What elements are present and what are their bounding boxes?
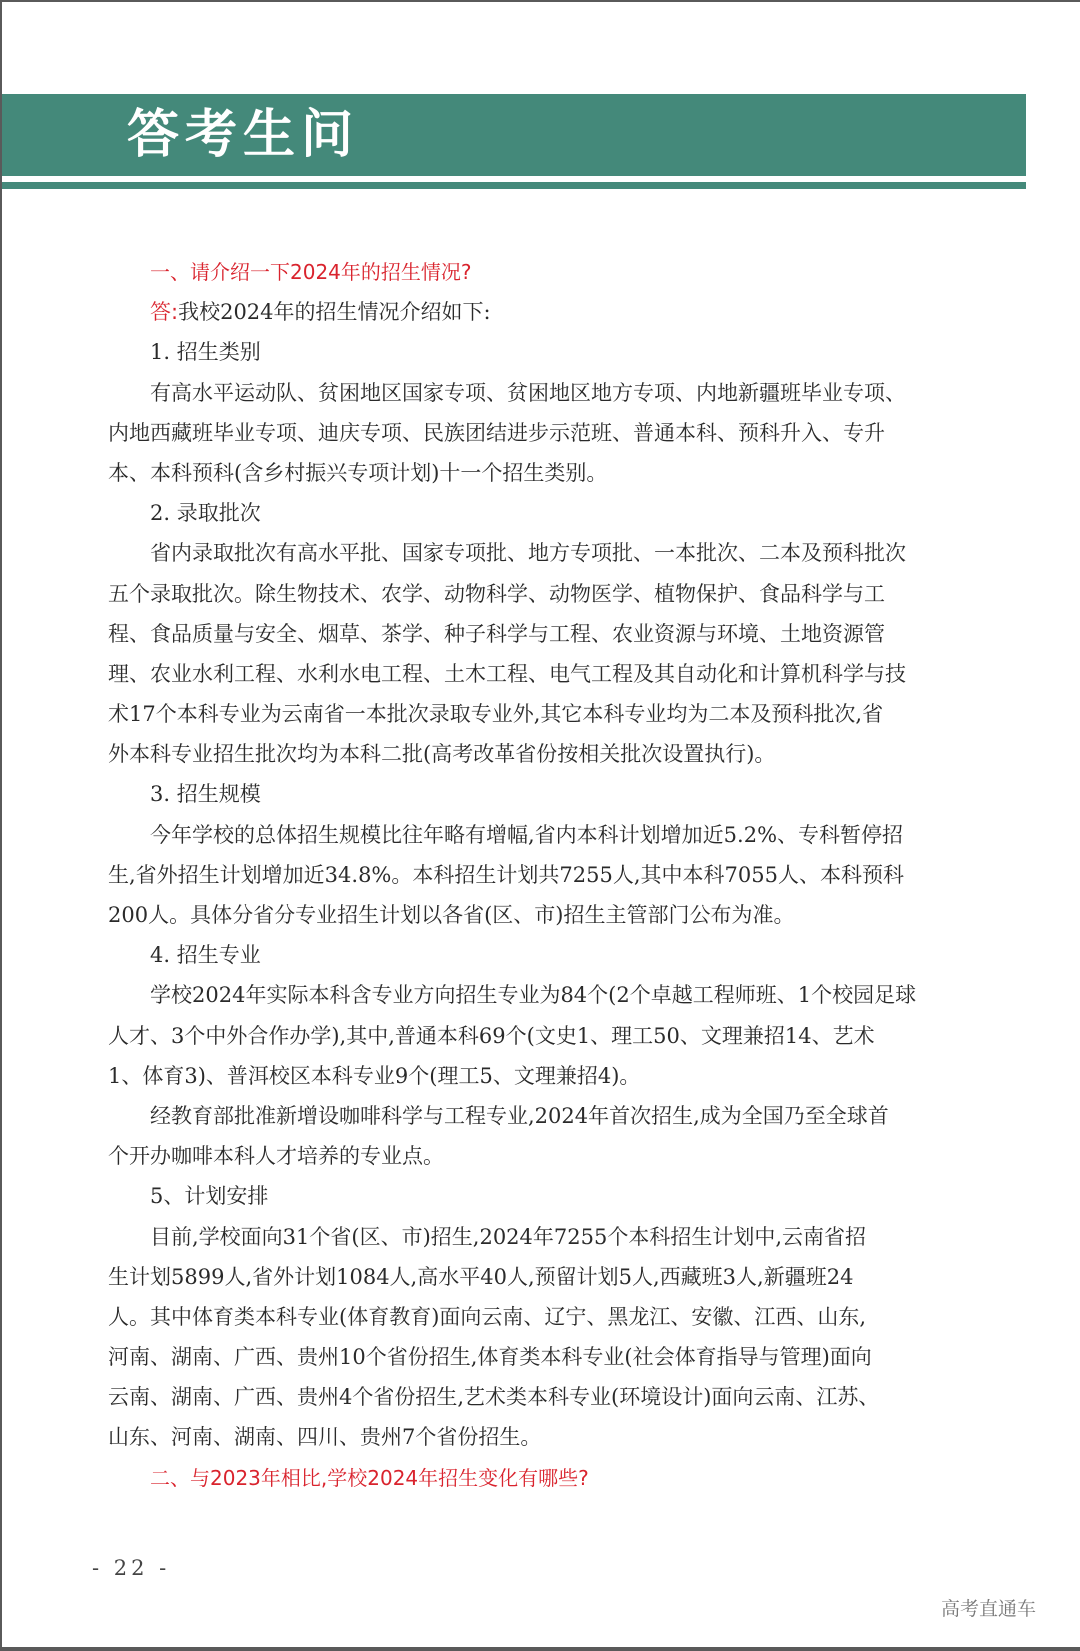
paragraph <box>108 533 980 774</box>
paragraph-line: 人才、3个中外合作办学),其中,普通本科69个(文史1、理工50、文理兼招14、艺术 <box>108 1023 875 1048</box>
page-border-left <box>0 0 2 1651</box>
question-1: 一、请介绍一下2024年的招生情况? <box>150 260 472 284</box>
header-banner <box>2 94 1026 176</box>
paragraph-line: 个开办咖啡本科人才培养的专业点。 <box>108 1144 444 1169</box>
page-border-top <box>0 0 1080 2</box>
paragraph <box>108 975 980 1096</box>
question-2: 二、与2023年相比,学校2024年招生变化有哪些? <box>150 1465 589 1490</box>
paragraph-line: 省内录取批次有高水平批、国家专项批、地方专项批、一本批次、二本及预科批次 <box>150 541 906 566</box>
header-stripe <box>2 182 1026 189</box>
paragraph-line: 本、本科预科(含乡村振兴专项计划)十一个招生类别。 <box>108 460 608 485</box>
paragraph-line: 经教育部批准新增设咖啡科学与工程专业,2024年首次招生,成为全国乃至全球首 <box>150 1103 889 1128</box>
paragraph-line: 理、农业水利工程、水利水电工程、土木工程、电气工程及其自动化和计算机科学与技 <box>108 661 906 686</box>
paragraph-line: 1、体育3)、普洱校区本科专业9个(理工5、文理兼招4)。 <box>108 1063 641 1088</box>
paragraph-line: 外本科专业招生批次均为本科二批(高考改革省份按相关批次设置执行)。 <box>108 742 776 767</box>
paragraph-line: 200人。具体分省分专业招生计划以各省(区、市)招生主管部门公布为准。 <box>108 903 795 927</box>
paragraph-line: 今年学校的总体招生规模比往年略有增幅,省内本科计划增加近5.2%、专科暂停招 <box>150 822 904 847</box>
paragraph-line: 术17个本科专业为云南省一本批次录取专业外,其它本科专业均为二本及预科批次,省 <box>108 702 884 727</box>
paragraph-line: 程、食品质量与安全、烟草、茶学、种子科学与工程、农业资源与环境、土地资源管 <box>108 621 885 646</box>
article-body <box>108 252 980 1498</box>
item-heading: 1. 招生类别 <box>150 340 261 365</box>
paragraph <box>108 1217 980 1458</box>
paragraph-line: 学校2024年实际本科含专业方向招生专业为84个(2个卓越工程师班、1个校园足球 <box>150 983 917 1008</box>
paragraph-line: 河南、湖南、广西、贵州10个省份招生,体育类本科专业(社会体育指导与管理)面向 <box>108 1345 872 1370</box>
item-heading: 4. 招生专业 <box>150 943 261 968</box>
item-heading: 5、计划安排 <box>150 1184 269 1209</box>
paragraph <box>108 815 980 936</box>
paragraph-line: 有高水平运动队、贫困地区国家专项、贫困地区地方专项、内地新疆班毕业专项、 <box>150 380 906 405</box>
paragraph-line: 内地西藏班毕业专项、迪庆专项、民族团结进步示范班、普通本科、预科升入、专升 <box>108 420 885 445</box>
paragraph-line: 目前,学校面向31个省(区、市)招生,2024年7255个本科招生计划中,云南省招 <box>150 1224 867 1249</box>
paragraph <box>108 1096 980 1176</box>
answer-label: 答: <box>150 300 179 325</box>
paragraph-line: 云南、湖南、广西、贵州4个省份招生,艺术类本科专业(环境设计)面向云南、江苏、 <box>108 1385 880 1410</box>
paragraph-line: 人。其中体育类本科专业(体育教育)面向云南、辽宁、黑龙江、安徽、江西、山东, <box>108 1304 867 1329</box>
paragraph-line: 山东、河南、湖南、四川、贵州7个省份招生。 <box>108 1425 542 1450</box>
item-heading: 2. 录取批次 <box>150 501 261 526</box>
item-heading: 3. 招生规模 <box>150 782 261 807</box>
answer-intro <box>108 292 980 332</box>
paragraph-line: 生计划5899人,省外计划1084人,高水平40人,预留计划5人,西藏班3人,新疆班24 <box>108 1264 854 1289</box>
paragraph-line: 生,省外招生计划增加近34.8%。本科招生计划共7255人,其中本科7055人、本科预科 <box>108 862 904 887</box>
paragraph <box>108 373 980 494</box>
paragraph-line: 五个录取批次。除生物技术、农学、动物科学、动物医学、植物保护、食品科学与工 <box>108 581 885 606</box>
page-title: 答考生问 <box>127 105 360 165</box>
answer-intro-text: 我校2024年的招生情况介绍如下: <box>178 300 491 325</box>
watermark: 高考直通车 <box>941 1598 1037 1620</box>
page-border-bottom <box>0 1647 1080 1651</box>
page-number: - 22 - <box>92 1556 171 1580</box>
